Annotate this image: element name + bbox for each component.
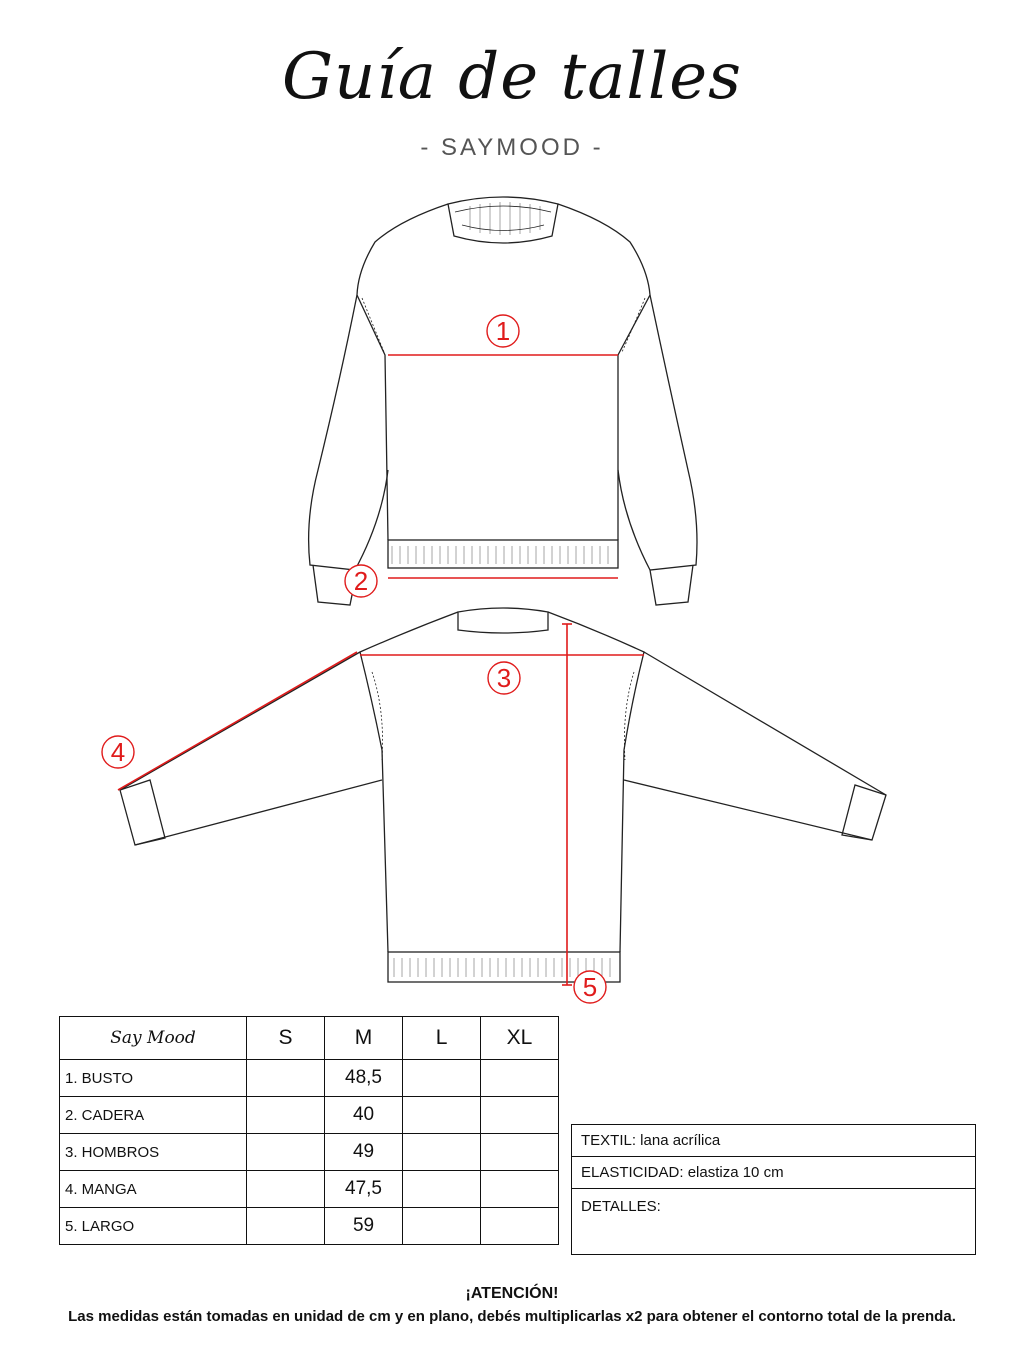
- marker-2-label: 2: [353, 566, 369, 596]
- cell-value: [403, 1171, 481, 1208]
- row-label: 3. HOMBROS: [60, 1134, 247, 1171]
- cell-value: [247, 1134, 325, 1171]
- cell-value: 49: [324, 1134, 402, 1171]
- cell-value: [403, 1060, 481, 1097]
- page-title: Guía de talles: [281, 40, 743, 114]
- size-table: [59, 1016, 559, 1245]
- marker-4-label: 4: [110, 737, 126, 767]
- table-row: [60, 1097, 559, 1134]
- cell-value: [480, 1134, 558, 1171]
- attention-title: ¡ATENCIÓN!: [465, 1285, 559, 1302]
- cell-value: [247, 1060, 325, 1097]
- brand-subtitle: - SAYMOOD -: [420, 134, 604, 161]
- fabric-info-table: [571, 1124, 976, 1255]
- size-header: XL: [480, 1017, 558, 1060]
- marker-1-label: 1: [495, 316, 511, 346]
- table-row: [60, 1171, 559, 1208]
- row-label: 1. BUSTO: [60, 1060, 247, 1097]
- cell-value: 40: [324, 1097, 402, 1134]
- cell-value: 59: [324, 1208, 402, 1245]
- detalles-info: DETALLES:: [572, 1189, 976, 1255]
- row-label: 4. MANGA: [60, 1171, 247, 1208]
- brand-signature: Say Mood: [60, 1017, 247, 1060]
- size-table-header: [60, 1017, 559, 1060]
- table-row: [60, 1060, 559, 1097]
- cell-value: [480, 1097, 558, 1134]
- cell-value: [480, 1060, 558, 1097]
- row-label: 5. LARGO: [60, 1208, 247, 1245]
- size-header: L: [403, 1017, 481, 1060]
- table-row: [60, 1208, 559, 1245]
- front-view-sweater: [309, 197, 697, 605]
- cell-value: [247, 1208, 325, 1245]
- size-header: S: [247, 1017, 325, 1060]
- measurement-markers: [102, 315, 606, 1003]
- cell-value: [403, 1134, 481, 1171]
- size-header: M: [324, 1017, 402, 1060]
- table-row: [60, 1134, 559, 1171]
- cell-value: [247, 1171, 325, 1208]
- cell-value: [247, 1097, 325, 1134]
- measurement-lines: [118, 355, 644, 985]
- cell-value: [480, 1208, 558, 1245]
- cell-value: [403, 1097, 481, 1134]
- elasticidad-info: ELASTICIDAD: elastiza 10 cm: [572, 1157, 976, 1189]
- attention-note: Las medidas están tomadas en unidad de cm y en plano, debés multiplicarlas x2 para obtener el contorno total de la prenda.: [68, 1308, 956, 1325]
- textil-info: TEXTIL: lana acrílica: [572, 1125, 976, 1157]
- marker-3-label: 3: [496, 663, 512, 693]
- cell-value: 47,5: [324, 1171, 402, 1208]
- row-label: 2. CADERA: [60, 1097, 247, 1134]
- marker-5-label: 5: [582, 972, 598, 1002]
- cell-value: [480, 1171, 558, 1208]
- cell-value: [403, 1208, 481, 1245]
- cell-value: 48,5: [324, 1060, 402, 1097]
- measure-line-manga: [118, 652, 357, 790]
